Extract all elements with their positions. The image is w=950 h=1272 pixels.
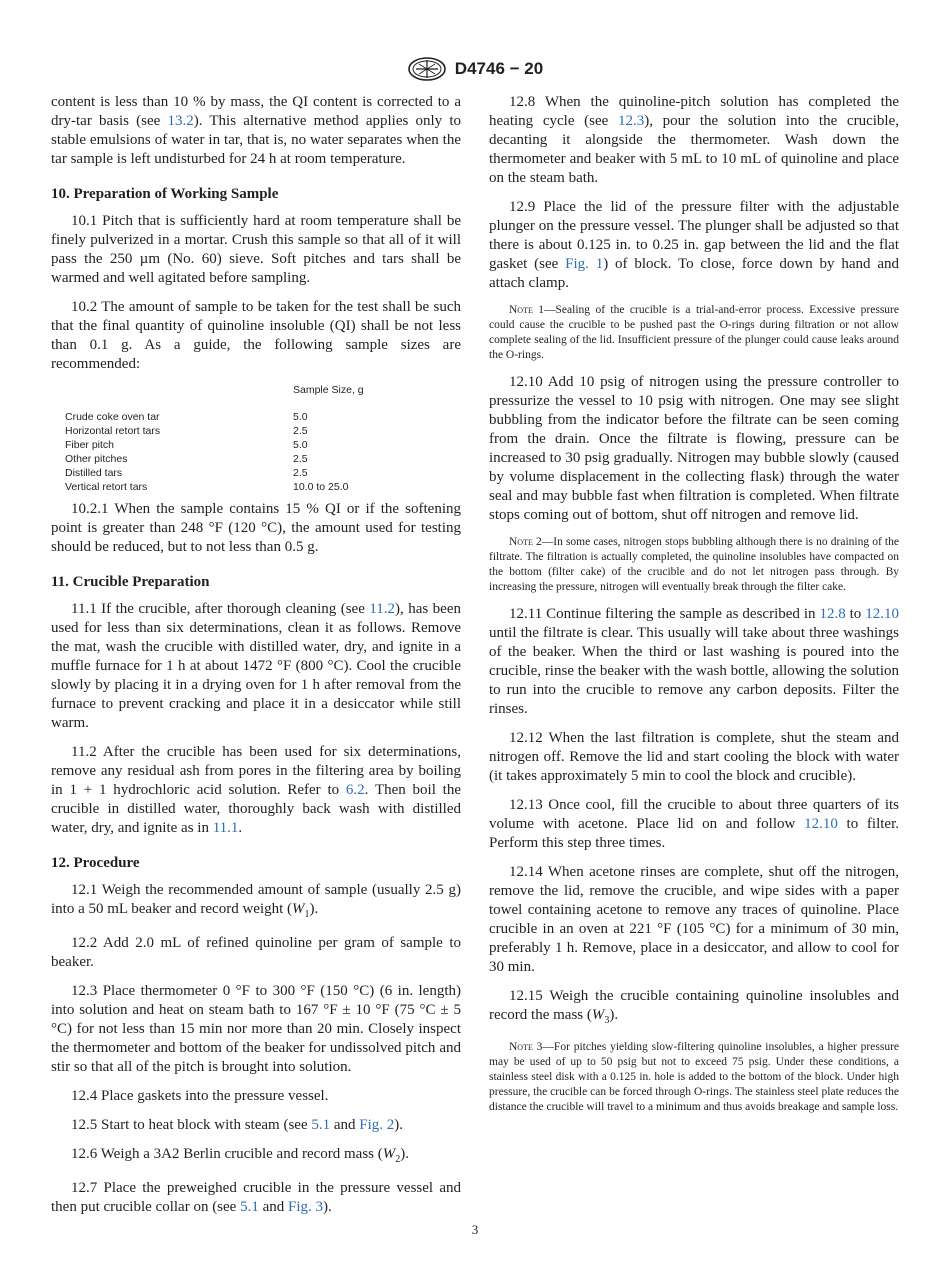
right-column: [489, 93, 899, 1125]
section-heading: 12. Procedure: [51, 855, 140, 871]
sample-size-cell: 5.0: [293, 411, 308, 423]
paragraph-12-8: 12.8 When the quinoline-pitch solution has completed the heating cycle (see 12.3), pour the solution into the crucible, decanting it alongside the thermometer. Wash down the thermometer and beaker with 5 mL to 10 mL of quinoline and place on the steam bath.: [489, 94, 899, 186]
sample-size-cell: 5.0: [293, 439, 308, 451]
paragraph-10-2-1: 10.2.1 When the sample contains 15 % QI or if the softening point is greater than 248 °F (120 °C), the amount used for testing should be reduced, but to not less than 0.5 g.: [51, 501, 461, 555]
material-cell: Crude coke oven tar: [65, 411, 160, 423]
sample-size-cell: 2.5: [293, 425, 308, 437]
section-link[interactable]: 6.2: [345, 782, 365, 798]
sample-size-cell: 10.0 to 25.0: [293, 481, 349, 493]
material-cell: Fiber pitch: [65, 439, 115, 451]
material-cell: Vertical retort tars: [65, 481, 148, 493]
paragraph-11-2: 11.2 After the crucible has been used for six determinations, remove any residual ash from pores in the filtering area by boiling in 1 + 1 hydrochloric acid solution. Refer to 6.2. Then boil the crucible in distilled water, thoroughly back wash with distilled water, dry, and ignite as in 11.1.: [51, 744, 461, 836]
paragraph-12-1: 12.1 Weigh the recommended amount of sample (usually 2.5 g) into a 50 mL beaker and record weight $(W_1)$.: [51, 882, 461, 920]
section-link[interactable]: 5.1: [311, 1117, 331, 1133]
table-row: [51, 438, 461, 452]
figure-link[interactable]: Fig. 1: [565, 256, 604, 272]
paragraph-12-3: 12.3 Place thermometer 0 °F to 300 °F (150 °C) (6 in. length) into solution and heat on steam bath to 167 °F ± 10 °F (75 °C ± 5 °C) for not less than 15 min nor more than 20 min. Closely inspect the thermometer and bottom of the beaker for undissolved pitch and stir so that all of the pitch is brought into solution.: [51, 983, 461, 1075]
paragraph-12-2: 12.2 Add 2.0 mL of refined quinoline per gram of sample to beaker.: [51, 935, 461, 970]
section-link[interactable]: 11.1: [212, 820, 239, 836]
paragraph-12-14: 12.14 When acetone rinses are complete, shut off the nitrogen, remove the lid, remove the crucible, and wipe sides with a paper towel containing acetone to remove any traces of quinoline. Place crucible in an oven at 221 °F (105 °C) for a minimum of 30 min, preferably 1 h. Remove, place in a desiccator, and allow to cool for 30 min.: [489, 864, 899, 975]
table-header: Sample Size, g: [293, 384, 364, 396]
section-link[interactable]: 12.10: [804, 816, 838, 832]
figure-link[interactable]: Fig. 2: [359, 1117, 395, 1133]
table-row: [51, 466, 461, 480]
table-row: [51, 452, 461, 466]
paragraph-12-11: 12.11 Continue filtering the sample as described in 12.8 to 12.10 until the filtrate is clear. This usually will take about three washings of the beaker. When the third or last washing is poured into the crucible, rinse the beaker with the wash bottle, allowing the solution to run into the crucible to remove any carbon deposits. Filter the rinses.: [489, 606, 899, 717]
paragraph-12-7: 12.7 Place the preweighed crucible in the pressure vessel and then put crucible collar on (see 5.1 and Fig. 3).: [51, 1180, 461, 1215]
material-cell: Other pitches: [65, 453, 128, 465]
sample-size-cell: 2.5: [293, 453, 308, 465]
section-link[interactable]: 12.8: [819, 606, 846, 622]
note-3: Note 3—For pitches yielding slow-filtering quinoline insolubles, a higher pressure may be used of up to 50 psig but not to exceed 75 psig. Under these conditions, a stainless steel disk with a 0.125 in. hole is added to the bottom of the block. Under high pressure, the crucible can be forced through O-rings. The stainless steel plate reduces the distance the crucible will travel to a minimum and thus avoids breakage and sample loss.: [489, 1041, 900, 1113]
page-header: [0, 56, 950, 82]
paragraph-12-15: 12.15 Weigh the crucible containing quinoline insolubles and record the mass $(W_3)$.: [489, 988, 899, 1026]
paragraph-12-10: 12.10 Add 10 psig of nitrogen using the pressure controller to pressurize the vessel to 10 psig with nitrogen. One may see slight bubbling from the indicator before the filtrate can be seen coming from the drain. Once the filtrate is flowing, pressure can be increased to 30 psig gradually. Nitrogen may bubble slowly (caused by volume displacement in the collecting flask) through the water seal and may bubble fast when filtration is completed. When filtrate stops coming out of bottom, shut off nitrogen and remove lid.: [489, 374, 899, 523]
note-1: Note 1—Sealing of the crucible is a trial-and-error process. Excessive pressure could cause the crucible to be pushed past the O-rings during filtration or not allow complete sealing of the lid. Insufficient pressure of the plunger could cause leaks around the O-rings.: [489, 304, 899, 361]
section-link[interactable]: 12.10: [865, 606, 899, 622]
paragraph-12-13: 12.13 Once cool, fill the crucible to about three quarters of its volume with acetone. Place lid on and follow 12.10 to filter. Perform this step three times.: [489, 797, 899, 851]
paragraph-12-6: 12.6 Weigh a 3A2 Berlin crucible and record mass $(W_2)$.: [71, 1146, 410, 1165]
material-cell: Distilled tars: [65, 467, 123, 479]
paragraph-12-12: 12.12 When the last filtration is complete, shut the steam and nitrogen off. Remove the lid and start cooling the block with water (it takes approximately 5 min to cool the block and crucible).: [489, 730, 899, 784]
astm-logo-icon: [407, 56, 447, 82]
table-row: [51, 424, 461, 438]
section-link[interactable]: 5.1: [240, 1199, 259, 1215]
paragraph-12-5: 12.5 Start to heat block with steam (see 5.1 and Fig. 2).: [71, 1117, 404, 1133]
standard-designation: D4746 − 20: [454, 59, 544, 78]
material-cell: Horizontal retort tars: [65, 425, 161, 437]
intro-paragraph: content is less than 10 % by mass, the QI content is corrected to a dry-tar basis (see 13.2). This alternative method applies only to stable emulsions of water in tar, that is, no water separates when the tar sample is left undisturbed for 24 h at room temperature.: [51, 94, 461, 167]
paragraph-10-1: 10.1 Pitch that is sufficiently hard at room temperature shall be finely pulverized in a mortar. Crush this sample so that all of it will pass the 250 µm (No. 60) sieve. Soft pitches and tars shall be warmed and well agitated before sampling.: [51, 213, 461, 286]
section-link[interactable]: 13.2: [167, 113, 194, 129]
section-link[interactable]: 11.2: [369, 601, 396, 617]
paragraph-12-4: 12.4 Place gaskets into the pressure vessel.: [71, 1088, 329, 1104]
table-row: [51, 410, 461, 424]
paragraph-12-9: 12.9 Place the lid of the pressure filter with the adjustable plunger on the pressure vessel. The plunger shall be adjusted so that there is about 0.125 in. to 0.25 in. gap between the lid and the flat gasket (see Fig. 1) of block. To close, force down by hand and attach clamp.: [489, 199, 900, 291]
section-heading: 11. Crucible Preparation: [51, 574, 210, 590]
sample-size-table: [51, 384, 461, 494]
note-2: Note 2—In some cases, nitrogen stops bubbling although there is no draining of the filtrate. The filtration is actually completed, the quinoline insolubles have compacted on the bottom (filter cake) of the crucible and do not let nitrogen pass through. By increasing the pressure, nitrogen will eventually break through the filter cake.: [489, 536, 899, 593]
left-column: [51, 93, 461, 1227]
sample-size-cell: 2.5: [293, 467, 308, 479]
page-number: 3: [471, 1222, 479, 1237]
figure-link[interactable]: Fig. 3: [288, 1199, 324, 1215]
section-link[interactable]: 12.3: [618, 113, 645, 129]
table-row: [51, 480, 461, 494]
paragraph-10-2: 10.2 The amount of sample to be taken for the test shall be such that the final quantity of quinoline insoluble (QI) shall be not less than 0.1 g. As a guide, the following sample sizes are recommended:: [51, 299, 461, 372]
section-heading: 10. Preparation of Working Sample: [51, 186, 279, 202]
paragraph-11-1: 11.1 If the crucible, after thorough cleaning (see 11.2), has been used for less than six determinations, clean it as follows. Remove the mat, wash the crucible with distilled water, dry, and ignite in a muffle furnace for 1 h at about 1472 °F (800 °C). Cool the crucible slowly by placing it in a drying oven for 1 h after removal from the furnace to prevent cracking and place it in a desiccator while still warm.: [51, 601, 462, 731]
